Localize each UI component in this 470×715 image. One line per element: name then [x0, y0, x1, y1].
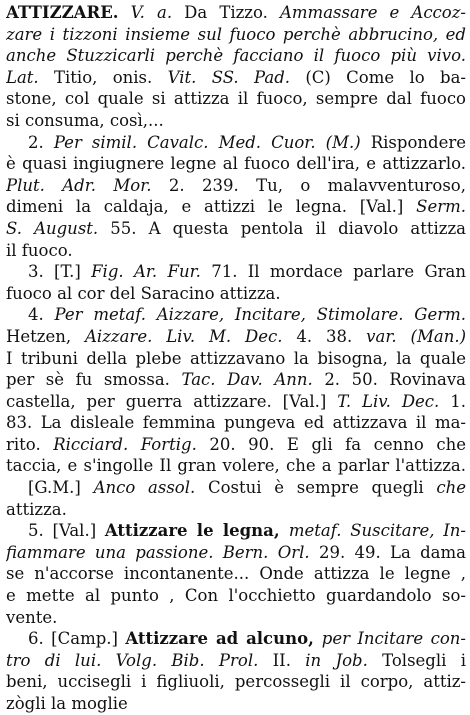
text-line	[6, 434, 466, 456]
text-line	[6, 563, 466, 585]
italic-text: Tac. Dav. Ann.	[181, 370, 325, 390]
text-line	[6, 304, 466, 326]
italic-text: S. August.	[6, 218, 111, 238]
body-text: si consuma, così,...	[6, 110, 164, 130]
body-text: è quasi ingiugnere legne al fuoco dell'ira, e attizzarlo.	[6, 154, 466, 174]
body-text: Hetzen,	[6, 326, 86, 346]
italic-text: Plut. Adr. Mor.	[6, 175, 169, 195]
text-line	[6, 2, 466, 24]
text-line	[6, 628, 466, 650]
body-text: stone, col quale si attizza il fuoco, sempre dal fuoco	[6, 89, 466, 109]
headword-text: ATTIZZARE.	[6, 3, 119, 22]
text-line	[6, 499, 466, 521]
text-line	[6, 520, 466, 542]
text-line	[6, 175, 466, 197]
italic-text: che	[436, 478, 466, 498]
body-text: Rispondere	[370, 132, 466, 152]
text-line	[6, 391, 466, 413]
italic-text: Ammassare e Accoz-	[279, 3, 466, 22]
italic-text: Per metaf. Aizzare, Incitare, Stimolare. Germ.	[54, 305, 466, 325]
text-line	[6, 88, 466, 110]
body-text: vente.	[6, 607, 58, 627]
body-text: taccia, e s'ingolle Il gran volere, che a parlar l'attizza.	[6, 456, 466, 476]
text-line	[6, 132, 466, 154]
body-text: 2. 50. Rovinava	[324, 370, 466, 390]
body-text: 3. [T.]	[28, 262, 92, 282]
text-line	[6, 240, 466, 262]
body-text: 5. [Val.]	[28, 521, 105, 541]
text-line	[6, 542, 466, 564]
text-line	[6, 477, 466, 499]
body-text: il fuoco.	[6, 240, 73, 260]
italic-text: fiammare una passione. Bern. Orl.	[6, 542, 319, 562]
text-line	[6, 45, 466, 67]
body-text: 83. La disleale femmina pungeva ed attizzava il ma-	[6, 413, 466, 433]
body-text: (C) Come lo ba-	[305, 67, 466, 87]
text-line	[6, 110, 466, 132]
dictionary-entry-attizzare	[6, 2, 466, 715]
body-text: se n'accorse incontanente... Onde attizza le legne ,	[6, 564, 466, 584]
body-text: Costui è sempre quegli	[207, 478, 437, 498]
text-line	[6, 218, 466, 240]
text-line	[6, 153, 466, 175]
body-text: e mette al punto , Con l'occhietto guardandolo so-	[6, 586, 466, 606]
text-line	[6, 196, 466, 218]
body-text: 4.	[28, 305, 55, 325]
text-line	[6, 650, 466, 672]
italic-text: Aizzare. Liv. M. Dec.	[85, 326, 297, 346]
body-text: zògli la moglie	[6, 694, 128, 713]
italic-text: in Job.	[305, 650, 383, 670]
italic-text: T. Liv. Dec.	[337, 391, 451, 411]
body-text: II.	[272, 650, 306, 670]
headword-text: Attizzare le legna,	[104, 521, 289, 541]
italic-text: Anco assol.	[93, 478, 208, 498]
body-text: per sè fu smossa.	[6, 370, 182, 390]
body-text: castella, per guerra attizzare. [Val.]	[6, 391, 338, 411]
headword-text: Attizzare ad alcuno,	[125, 629, 322, 649]
body-text: 2.	[28, 132, 54, 152]
italic-text: Ricciard. Fortig.	[53, 434, 210, 454]
italic-text: metaf. Suscitare, In-	[288, 521, 466, 541]
body-text: 1.	[450, 391, 466, 411]
italic-text: Fig. Ar. Fur.	[91, 262, 212, 282]
italic-text: Per simil. Cavalc. Med. Cuor. (M.)	[53, 132, 371, 152]
body-text: 71. Il mordace parlare Gran	[211, 262, 466, 282]
italic-text: var. (Man.)	[366, 326, 466, 346]
body-text: attizza.	[6, 499, 67, 519]
body-text: Tolsegli i	[382, 650, 466, 670]
body-text: I tribuni della plebe attizzavano la bisogna, la quale	[6, 348, 466, 368]
body-text: dimeni la caldaja, e attizzi le legna. [Val.]	[6, 197, 417, 217]
italic-text: Serm.	[416, 197, 466, 217]
text-line	[6, 693, 466, 715]
body-text: Da	[184, 3, 220, 22]
text-line	[6, 348, 466, 370]
italic-text: anche Stuzzicarli perchè facciano il fuoco più vivo.	[6, 46, 466, 66]
italic-text: Lat.	[6, 67, 54, 87]
italic-text: zare i tizzoni insieme sul fuoco perchè abbrucino, ed	[6, 24, 466, 44]
body-text: 29. 49. La dama	[318, 542, 466, 562]
body-text: Tizzo.	[219, 3, 280, 22]
body-text: 4. 38.	[296, 326, 367, 346]
text-line	[6, 412, 466, 434]
body-text: beni, uccisegli i figliuoli, percossegli il corpo, attiz-	[6, 672, 466, 692]
italic-text: tro di lui. Volg. Bib. Prol.	[6, 650, 273, 670]
text-line	[6, 369, 466, 391]
italic-text: V. a.	[118, 3, 185, 22]
body-text: rito.	[6, 434, 54, 454]
text-line	[6, 67, 466, 89]
text-line	[6, 283, 466, 305]
body-text: 55. A questa pentola il diavolo attizza	[110, 218, 466, 238]
body-text: 2. 239. Tu, o malavventuroso,	[168, 175, 466, 195]
body-text: fuoco al cor del Saracino attizza.	[6, 283, 281, 303]
text-line	[6, 24, 466, 46]
body-text: [G.M.]	[28, 478, 94, 498]
text-line	[6, 261, 466, 283]
italic-text: per Incitare con-	[321, 629, 466, 649]
text-line	[6, 607, 466, 629]
body-text: 6. [Camp.]	[28, 629, 126, 649]
body-text: 20. 90. E gli fa cenno che	[209, 434, 466, 454]
text-line	[6, 585, 466, 607]
text-line	[6, 326, 466, 348]
text-line	[6, 671, 466, 693]
body-text: Titio, onis.	[54, 67, 168, 87]
italic-text: Vit. SS. Pad.	[167, 67, 306, 87]
text-line	[6, 455, 466, 477]
